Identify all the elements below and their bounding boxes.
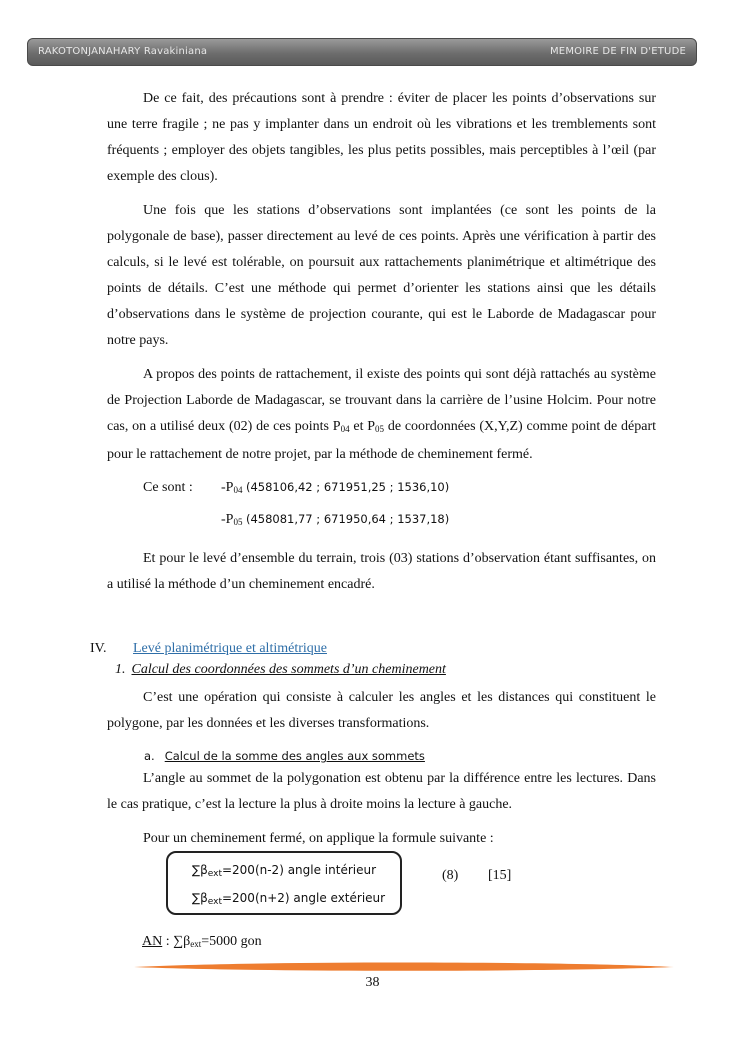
section-iv-title: Levé planimétrique et altimétrique [133, 641, 327, 656]
header-doc-type: MEMOIRE DE FIN D'ETUDE [549, 46, 686, 57]
coordinate-point-p04: Ce sont : $-P_{04}$ (458106,42 ; 671951,25 ; 1536,10) [143, 480, 450, 495]
formula-interior: $\sum\beta_{ext}=200(n-2)$ angle intérieur [192, 863, 377, 879]
equation-number: (8) [442, 868, 459, 883]
body-text [107, 86, 656, 606]
equation-reference: [15] [488, 868, 512, 883]
formula-box [166, 851, 402, 915]
page-number: 38 [365, 975, 380, 990]
coordinate-point-p05: $-P_{05}$ (458081,77 ; 671950,64 ; 1537,18) [221, 512, 450, 527]
paragraph-formule-intro: Pour un cheminement fermé, on applique la formule suivante : [143, 831, 494, 846]
paragraph-rattachement: A propos des points de rattachement, il existe des points qui sont déjà rattachés au système de Projection Laborde de Madagascar, se trouvant dans la carrière de l’usine Holcim. Pour notre cas, on a utilisé deux (02) de ces points $P_{04}$ et $P_{05}$ de coordonnées (X,Y,Z) comme point de départ pour le rattachement de notre projet, par la méthode de cheminement fermé. [107, 367, 657, 462]
paragraph-angle-sommet: L’angle au sommet de la polygonation est obtenu par la différence entre les lectures. Dans le cas pratique, c’est la lecture la plus à droite moins la lecture à gauche. [107, 771, 656, 812]
page-header [27, 38, 697, 66]
subsection-heading-1: 1. Calcul des coordonnées des sommets d’un cheminement [115, 662, 446, 677]
footer-swoosh [134, 963, 674, 971]
paragraph-operation: C’est une opération qui consiste à calculer les angles et les distances qui constituent le polygone, par les données et les diverses transformations. [107, 690, 656, 731]
paragraph-stations: Une fois que les stations d’observations sont implantées (ce sont les points de la polygonale de base), passer directement au levé de ces points. Après une vérification à partir des calculs, si le levé est tolérable, on poursuit aux rattachements planimétrique et altimétrique des points de détails. C’est une méthode qui permet d’orienter les stations ainsi que les détails d’observations dans le système de projection courante, qui est le Laborde de Madagascar pour notre pays. [107, 203, 656, 348]
formula-exterior: $\sum\beta_{ext}=200(n+2)$ angle extérieur [192, 891, 386, 907]
footer-decorative-line [134, 960, 674, 974]
subsection-heading-a: a. Calcul de la somme des angles aux sommets [144, 749, 425, 763]
paragraph-leve-ensemble: Et pour le levé d’ensemble du terrain, trois (03) stations d’observation étant suffisantes, on a utilisé la méthode d’un cheminement encadré. [107, 551, 656, 592]
coordinates-label: Ce sont : [143, 480, 193, 495]
header-author: RAKOTONJANAHARY Ravakiniana [38, 46, 208, 57]
paragraph-precautions: De ce fait, des précautions sont à prendre : éviter de placer les points d’observations sur une terre fragile ; ne pas y implanter dans un endroit où les vibrations et les tremblements sont fréquents ; employer des objets tangibles, les plus petits possibles, mais perceptibles à l’œil (par exemple des clous). [107, 91, 656, 184]
numerical-application: AN : $\sum\beta_{ext}=5000$ gon [142, 934, 262, 949]
